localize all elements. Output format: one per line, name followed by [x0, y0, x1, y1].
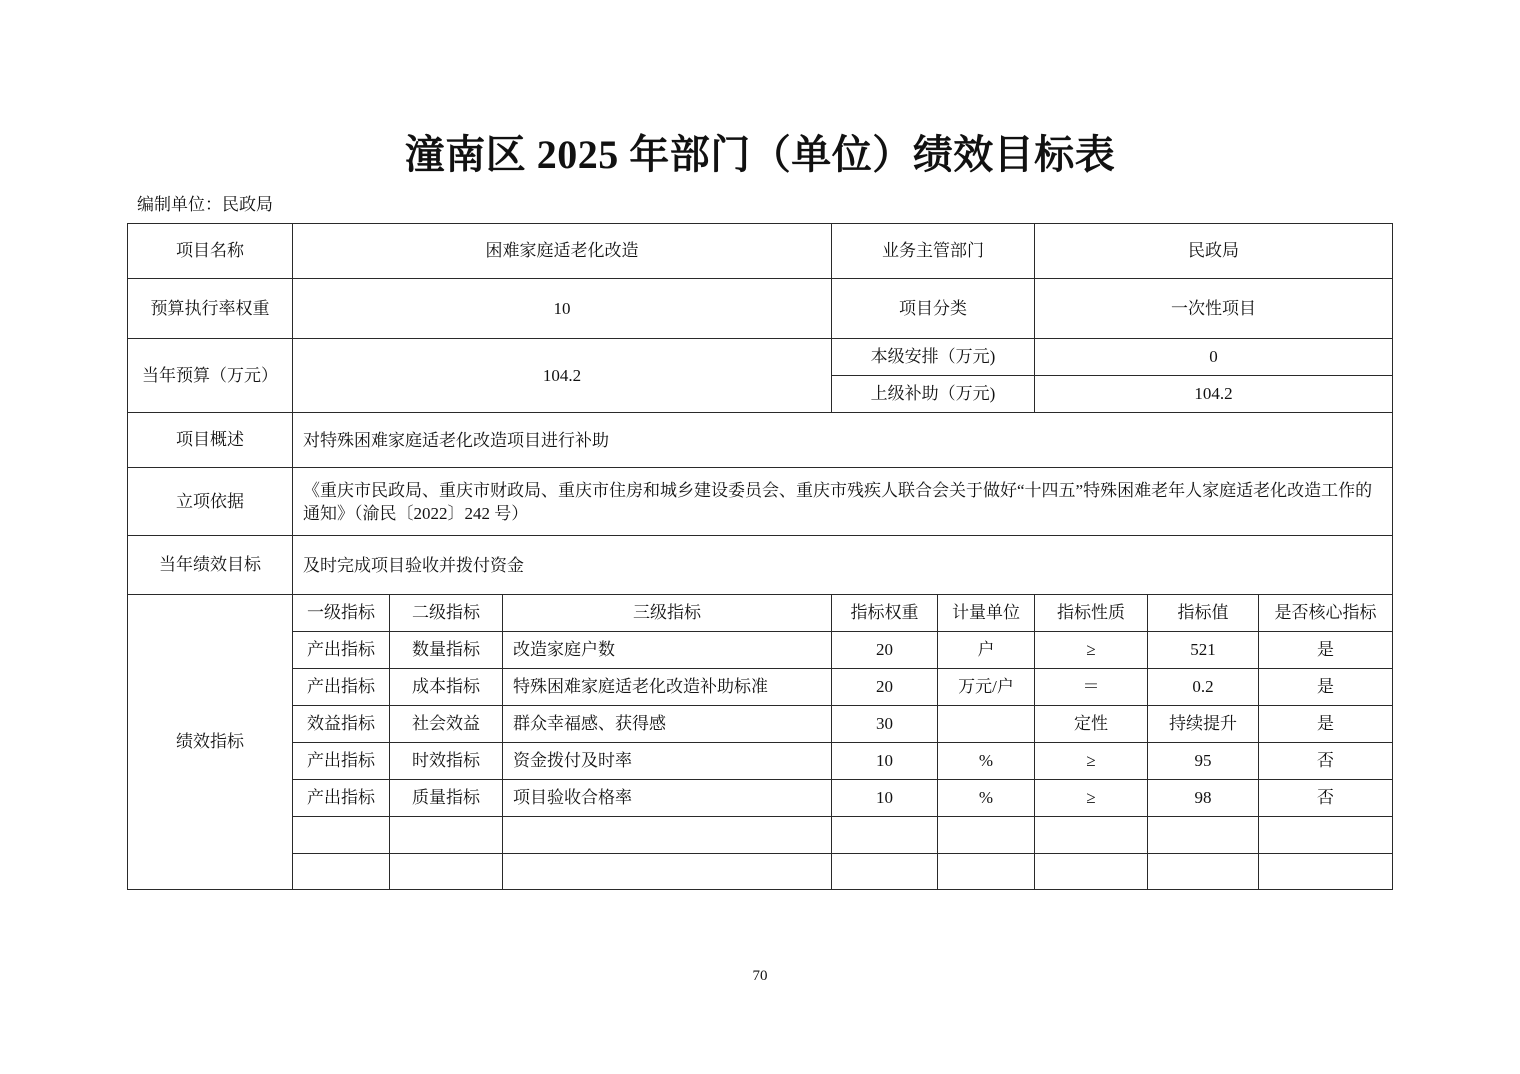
row-budget-local — [128, 339, 1393, 376]
table-row — [128, 632, 1393, 669]
dept-value: 民政局 — [1035, 224, 1393, 279]
level2-cell: 时效指标 — [390, 743, 503, 780]
document-title: 潼南区 2025 年部门（单位）绩效目标表 — [404, 132, 1116, 177]
level2-cell: 成本指标 — [390, 669, 503, 706]
empty-cell — [1259, 817, 1393, 854]
level1-cell: 产出指标 — [293, 780, 390, 817]
header-core: 是否核心指标 — [1259, 595, 1393, 632]
empty-cell — [1035, 854, 1148, 890]
category-value: 一次性项目 — [1035, 279, 1393, 339]
basis-value: 《重庆市民政局、重庆市财政局、重庆市住房和城乡建设委员会、重庆市残疾人联合会关于做好“十四五”特殊困难老年人家庭适老化改造工作的通知》（渝民〔2022〕242 号） — [293, 468, 1393, 536]
row-budget-weight — [128, 279, 1393, 339]
summary-label: 项目概述 — [128, 413, 293, 468]
local-value: 0 — [1035, 339, 1393, 376]
indicators-label: 绩效指标 — [128, 595, 293, 890]
nature-cell: ≥ — [1035, 780, 1148, 817]
level3-cell: 项目验收合格率 — [503, 780, 832, 817]
unit-cell: 户 — [938, 632, 1035, 669]
nature-cell: ≥ — [1035, 632, 1148, 669]
core-cell: 是 — [1259, 632, 1393, 669]
nature-cell: 定性 — [1035, 706, 1148, 743]
value-cell: 0.2 — [1148, 669, 1259, 706]
empty-cell — [1035, 817, 1148, 854]
value-cell: 521 — [1148, 632, 1259, 669]
empty-cell — [293, 817, 390, 854]
goal-value: 及时完成项目验收并拨付资金 — [293, 536, 1393, 595]
core-cell: 是 — [1259, 706, 1393, 743]
indicator-header-row — [128, 595, 1393, 632]
empty-cell — [1148, 854, 1259, 890]
row-summary — [128, 413, 1393, 468]
level1-cell: 产出指标 — [293, 669, 390, 706]
weight-value: 10 — [293, 279, 832, 339]
empty-cell — [832, 817, 938, 854]
row-goal — [128, 536, 1393, 595]
weight-cell: 30 — [832, 706, 938, 743]
weight-cell: 10 — [832, 743, 938, 780]
empty-row — [128, 854, 1393, 890]
budget-value: 104.2 — [293, 339, 832, 413]
table-row — [128, 780, 1393, 817]
category-label: 项目分类 — [832, 279, 1035, 339]
local-label: 本级安排（万元) — [832, 339, 1035, 376]
goal-label: 当年绩效目标 — [128, 536, 293, 595]
header-level2: 二级指标 — [390, 595, 503, 632]
budget-label: 当年预算（万元） — [128, 339, 293, 413]
level3-cell: 群众幸福感、获得感 — [503, 706, 832, 743]
empty-cell — [293, 854, 390, 890]
weight-cell: 10 — [832, 780, 938, 817]
empty-cell — [1148, 817, 1259, 854]
core-cell: 是 — [1259, 669, 1393, 706]
unit-cell: % — [938, 780, 1035, 817]
table-row — [128, 669, 1393, 706]
nature-cell: ＝ — [1035, 669, 1148, 706]
project-name-value: 困难家庭适老化改造 — [293, 224, 832, 279]
header-nature: 指标性质 — [1035, 595, 1148, 632]
unit-cell: % — [938, 743, 1035, 780]
value-cell: 持续提升 — [1148, 706, 1259, 743]
core-cell: 否 — [1259, 743, 1393, 780]
weight-label: 预算执行率权重 — [128, 279, 293, 339]
level3-cell: 改造家庭户数 — [503, 632, 832, 669]
value-cell: 95 — [1148, 743, 1259, 780]
level1-cell: 产出指标 — [293, 632, 390, 669]
core-cell: 否 — [1259, 780, 1393, 817]
compiling-unit: 编制单位：民政局 — [137, 195, 273, 214]
level2-cell: 社会效益 — [390, 706, 503, 743]
empty-cell — [390, 817, 503, 854]
page-number: 70 — [752, 968, 768, 984]
unit-cell: 万元/户 — [938, 669, 1035, 706]
empty-cell — [503, 854, 832, 890]
empty-cell — [390, 854, 503, 890]
weight-cell: 20 — [832, 632, 938, 669]
upper-value: 104.2 — [1035, 376, 1393, 413]
project-name-label: 项目名称 — [128, 224, 293, 279]
weight-cell: 20 — [832, 669, 938, 706]
table-row — [128, 743, 1393, 780]
empty-cell — [938, 854, 1035, 890]
header-value: 指标值 — [1148, 595, 1259, 632]
empty-cell — [503, 817, 832, 854]
upper-label: 上级补助（万元) — [832, 376, 1035, 413]
level3-cell: 特殊困难家庭适老化改造补助标准 — [503, 669, 832, 706]
header-unit: 计量单位 — [938, 595, 1035, 632]
dept-label: 业务主管部门 — [832, 224, 1035, 279]
level2-cell: 质量指标 — [390, 780, 503, 817]
level1-cell: 效益指标 — [293, 706, 390, 743]
performance-target-table — [127, 223, 1393, 890]
header-weight: 指标权重 — [832, 595, 938, 632]
summary-value: 对特殊困难家庭适老化改造项目进行补助 — [293, 413, 1393, 468]
level3-cell: 资金拨付及时率 — [503, 743, 832, 780]
header-level1: 一级指标 — [293, 595, 390, 632]
empty-cell — [1259, 854, 1393, 890]
row-basis — [128, 468, 1393, 536]
level2-cell: 数量指标 — [390, 632, 503, 669]
table-row — [128, 706, 1393, 743]
nature-cell: ≥ — [1035, 743, 1148, 780]
header-level3: 三级指标 — [503, 595, 832, 632]
empty-row — [128, 817, 1393, 854]
level1-cell: 产出指标 — [293, 743, 390, 780]
unit-cell — [938, 706, 1035, 743]
empty-cell — [938, 817, 1035, 854]
row-project-name — [128, 224, 1393, 279]
value-cell: 98 — [1148, 780, 1259, 817]
empty-cell — [832, 854, 938, 890]
basis-label: 立项依据 — [128, 468, 293, 536]
